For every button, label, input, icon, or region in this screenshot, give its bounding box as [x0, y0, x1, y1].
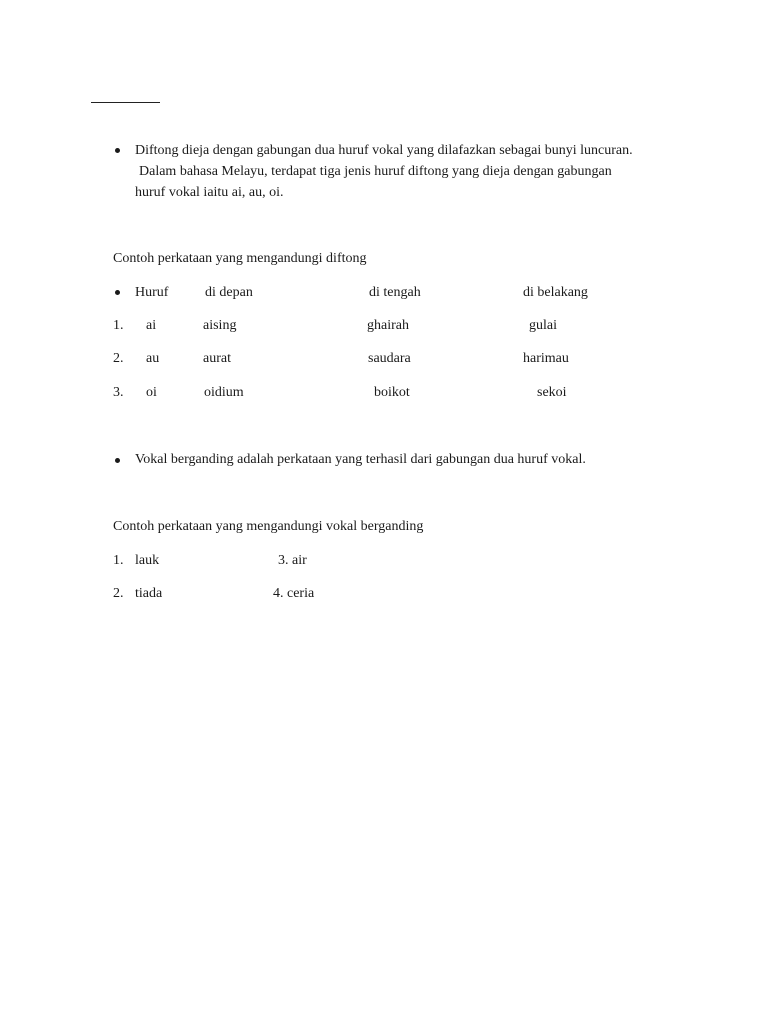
- table-cell-di-tengah: ghairah: [367, 318, 409, 333]
- list-item-word: lauk: [135, 553, 160, 568]
- list-item-word: tiada: [135, 586, 163, 601]
- vokal-berganding-definition: Vokal berganding adalah perkataan yang terhasil dari gabungan dua huruf vokal.: [135, 452, 586, 467]
- vokal-berganding-example-heading: Contoh perkataan yang mengandungi vokal berganding: [113, 519, 424, 534]
- table-header-huruf: Huruf: [135, 285, 169, 300]
- table-cell-di-tengah: saudara: [368, 351, 411, 366]
- diftong-definition-line-1: Diftong dieja dengan gabungan dua huruf vokal yang dilafazkan sebagai bunyi luncuran.: [135, 143, 633, 158]
- title-underline: [91, 102, 160, 103]
- table-row-number: 3.: [113, 385, 124, 400]
- table-cell-di-depan: aurat: [203, 351, 231, 366]
- list-item-number: 2.: [113, 586, 124, 601]
- diftong-definition-line-3: huruf vokal iaitu ai, au, oi.: [135, 185, 284, 200]
- table-cell-di-belakang: gulai: [529, 318, 557, 333]
- table-cell-di-depan: aising: [203, 318, 237, 333]
- table-cell-huruf: ai: [146, 318, 157, 333]
- table-cell-di-belakang: sekoi: [537, 385, 567, 400]
- list-item-number: 1.: [113, 553, 124, 568]
- list-item-word: 3. air: [278, 553, 307, 568]
- bullet-icon: [115, 458, 120, 463]
- table-row-number: 2.: [113, 351, 124, 366]
- table-header-di-tengah: di tengah: [369, 285, 421, 300]
- table-cell-di-belakang: harimau: [523, 351, 569, 366]
- list-item-word: 4. ceria: [273, 586, 315, 601]
- bullet-icon: [115, 290, 120, 295]
- table-cell-huruf: oi: [146, 385, 157, 400]
- table-cell-huruf: au: [146, 351, 160, 366]
- bullet-icon: [115, 148, 120, 153]
- table-header-di-depan: di depan: [205, 285, 253, 300]
- diftong-example-heading: Contoh perkataan yang mengandungi diftong: [113, 251, 367, 266]
- table-cell-di-depan: oidium: [204, 385, 244, 400]
- table-header-di-belakang: di belakang: [523, 285, 588, 300]
- table-cell-di-tengah: boikot: [374, 385, 410, 400]
- diftong-definition-line-2: Dalam bahasa Melayu, terdapat tiga jenis huruf diftong yang dieja dengan gabungan: [139, 164, 612, 179]
- table-row-number: 1.: [113, 318, 124, 333]
